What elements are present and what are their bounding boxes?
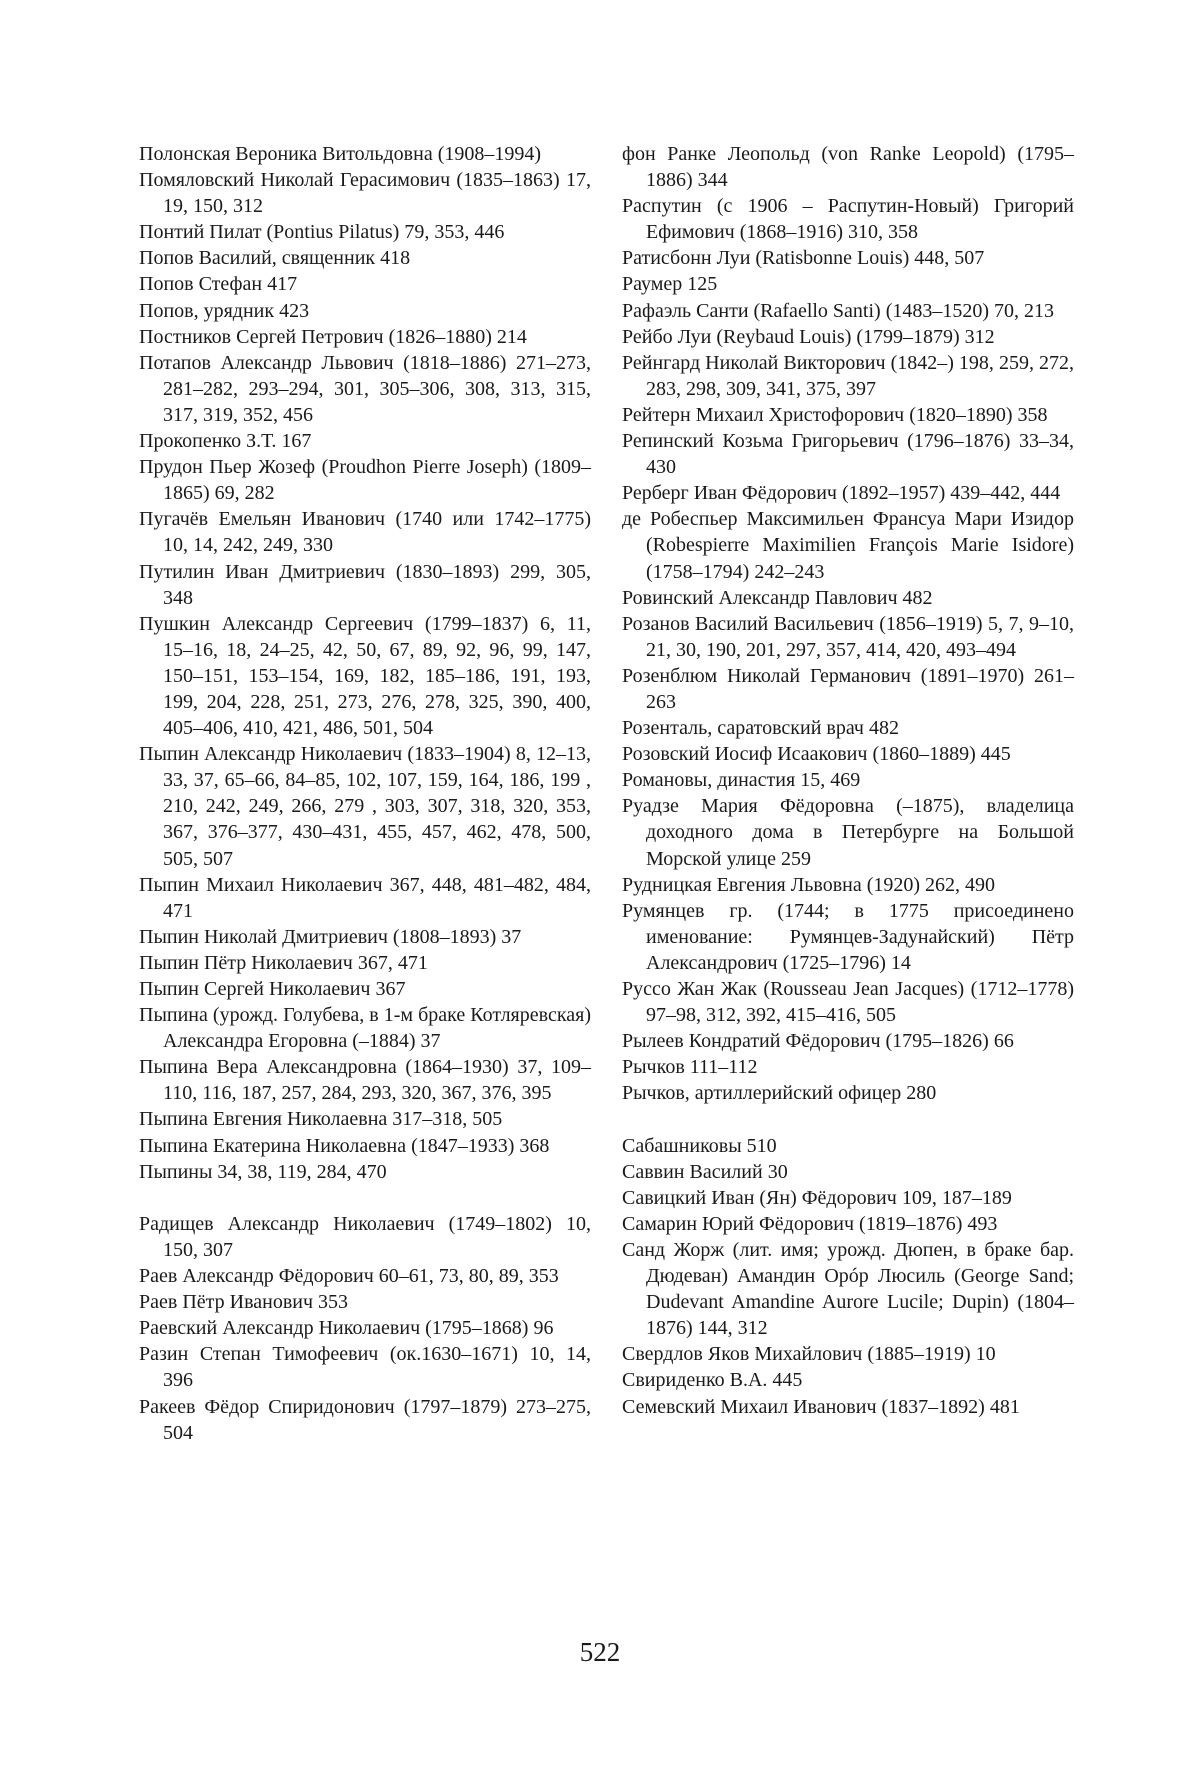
index-entry: Ракеев Фёдор Спиридонович (1797–1879) 273–275, 504 [139,1395,591,1444]
index-entry: Потапов Александр Львович (1818–1886) 271–273, 281–282, 293–294, 301, 305–306, 308, 313, 315, 317, 319, 352, 456 [139,351,591,426]
index-entry: Попов Стефан 417 [139,273,298,296]
index-entry: Пыпины 34, 38, 119, 284, 470 [139,1160,387,1183]
page-number: 522 [579,1637,621,1667]
index-entry: Пыпина (урожд. Голубева, в 1-м браке Котляревская) Александра Егоровна (–1884) 37 [139,1004,591,1053]
index-entry: Пыпин Михаил Николаевич 367, 448, 481–482, 484, 471 [139,873,591,922]
index-entry: Пыпина Вера Александровна (1864–1930) 37, 109–110, 116, 187, 257, 284, 293, 320, 367, 376, 395 [139,1056,591,1105]
index-entry: Пыпина Евгения Николаевна 317–318, 505 [139,1108,503,1131]
index-entry: Рудницкая Евгения Львовна (1920) 262, 490 [622,873,996,896]
index-entry: Розанов Василий Васильевич (1856–1919) 5, 7, 9–10, 21, 30, 190, 201, 297, 357, 414, 420, 493–494 [622,612,1074,661]
index-entry: Сабашниковы 510 [622,1134,777,1157]
letter-section-gap [622,1106,1074,1132]
index-entry: Путилин Иван Дмитриевич (1830–1893) 299, 305, 348 [139,560,591,609]
index-entry: Разин Степан Тимофеевич (ок.1630–1671) 10, 14, 396 [139,1343,591,1392]
index-entry: Розенблюм Николай Германович (1891–1970) 261–263 [622,664,1074,713]
index-entry: Рейнгард Николай Викторович (1842–) 198, 259, 272, 283, 298, 309, 341, 375, 397 [622,351,1074,400]
letter-section-gap [139,1185,591,1211]
index-entry: Семевский Михаил Иванович (1837–1892) 481 [622,1395,1020,1418]
index-entry: Прудон Пьер Жозеф (Proudhon Pierre Joseph) (1809–1865) 69, 282 [139,456,591,505]
index-entry: Пыпин Александр Николаевич (1833–1904) 8, 12–13, 33, 37, 65–66, 84–85, 102, 107, 159, 164, 186, 199 , 210, 242, 249, 266, 279 , 303, 307, 318, 320, 353, 367, 376–377, 430–431, 455, 457, 462, 478, 500, 505, 507 [139,743,591,870]
index-entry: Раумер 125 [622,273,718,296]
index-entry: Рычков 111–112 [622,1056,758,1079]
index-entry: Прокопенко З.Т. 167 [139,430,312,453]
index-entry: Помяловский Николай Герасимович (1835–1863) 17, 19, 150, 312 [139,169,591,218]
index-entry: Пушкин Александр Сергеевич (1799–1837) 6, 11, 15–16, 18, 24–25, 42, 50, 67, 89, 92, 96, 99, 147, 150–151, 153–154, 169, 182, 185–186, 191, 193, 199, 204, 228, 251, 273, 276, 278, 325, 390, 400, 405–406, 410, 421, 486, 501, 504 [139,612,591,740]
index-entry: Пыпин Николай Дмитриевич (1808–1893) 37 [139,925,522,948]
index-entry: Раев Пётр Иванович 353 [139,1291,349,1314]
index-entry: Раев Александр Фёдорович 60–61, 73, 80, 89, 353 [139,1265,559,1288]
index-entry: Рылеев Кондратий Фёдорович (1795–1826) 66 [622,1030,1014,1053]
index-entry: Ровинский Александр Павлович 482 [622,586,933,609]
index-entry: Рейбо Луи (Reybaud Louis) (1799–1879) 312 [622,325,995,348]
index-entry: Распутин (с 1906 – Распутин-Новый) Григорий Ефимович (1868–1916) 310, 358 [622,195,1074,244]
index-entry: Самарин Юрий Фёдорович (1819–1876) 493 [622,1212,998,1235]
index-entry: Рерберг Иван Фёдорович (1892–1957) 439–442, 444 [622,482,1061,505]
index-entry: Рейтерн Михаил Христофорович (1820–1890) 358 [622,403,1048,426]
index-entry: Пыпина Екатерина Николаевна (1847–1933) 368 [139,1134,550,1157]
index-entry: Румянцев гр. (1744; в 1775 присоединено именование: Румянцев-Задунайский) Пётр Александрович (1725–1796) 14 [622,899,1074,974]
index-entry: Пугачёв Емельян Иванович (1740 или 1742–1775) 10, 14, 242, 249, 330 [139,508,591,557]
index-entry: Санд Жорж (лит. имя; урожд. Дюпен, в браке бар. Дюдеван) Амандин Орóр Люсиль (George Sand; Dudevant Amandine Aurore Lucile; Dupin) (1804–1876) 144, 312 [622,1238,1074,1340]
index-entry: Свердлов Яков Михайлович (1885–1919) 10 [622,1343,996,1366]
index-entry: Полонская Вероника Витольдовна (1908–1994) [139,143,542,165]
index-entry: Радищев Александр Николаевич (1749–1802) 10, 150, 307 [139,1212,591,1261]
index-entry: де Робеспьер Максимильен Франсуа Мари Изидор (Robespierre Maximilien François Marie Isidore) (1758–1794) 242–243 [622,508,1074,583]
index-entry: Розенталь, саратовский врач 482 [622,717,899,740]
index-entry: Пыпин Пётр Николаевич 367, 471 [139,951,428,974]
index-entry: Романовы, династия 15, 469 [622,769,861,792]
index-column-left [139,141,591,1446]
index-entry: Савицкий Иван (Ян) Фёдорович 109, 187–189 [622,1186,1012,1209]
index-entry: Свириденко В.А. 445 [622,1369,803,1392]
index-entry: Розовский Иосиф Исаакович (1860–1889) 445 [622,743,1011,766]
index-entry: Постников Сергей Петрович (1826–1880) 214 [139,325,527,348]
index-entry: Рафаэль Санти (Rafaello Santi) (1483–1520) 70, 213 [622,299,1055,322]
index-entry: Руссо Жан Жак (Rousseau Jean Jacques) (1712–1778) 97–98, 312, 392, 415–416, 505 [622,978,1074,1027]
index-entry: Раевский Александр Николаевич (1795–1868) 96 [139,1317,554,1340]
index-entry: фон Ранке Леопольд (von Ranke Leopold) (1795–1886) 344 [622,143,1074,192]
index-entry: Руадзе Мария Фёдоровна (–1875), владелица доходного дома в Петербурге на Большой Морской улице 259 [622,795,1074,870]
index-entry: Ратисбонн Луи (Ratisbonne Louis) 448, 507 [622,247,985,270]
index-entry: Попов, урядник 423 [139,299,310,322]
index-entry: Пыпин Сергей Николаевич 367 [139,978,406,1000]
index-entry: Понтий Пилат (Pontius Pilatus) 79, 353, 446 [139,221,505,244]
index-entry: Репинский Козьма Григорьевич (1796–1876) 33–34, 430 [622,430,1074,479]
index-entry: Рычков, артиллерийский офицер 280 [622,1082,937,1105]
index-entry: Попов Василий, священник 418 [139,247,411,270]
index-entry: Саввин Василий 30 [622,1160,788,1183]
index-column-right [622,141,1074,1420]
